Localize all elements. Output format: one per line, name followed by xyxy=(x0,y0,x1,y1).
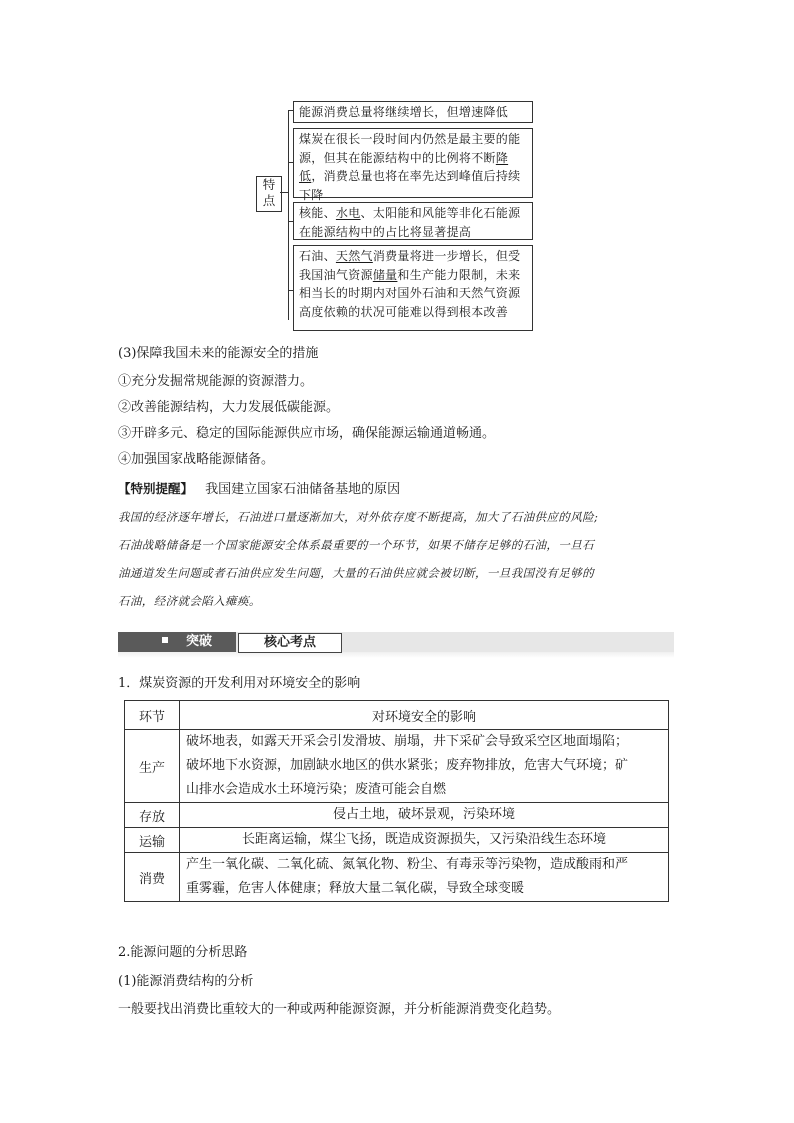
table-row xyxy=(125,828,669,853)
section2-subheading: (1)能源消费结构的分析 xyxy=(118,974,254,989)
table-row xyxy=(125,730,669,803)
feature-text: 消费量将进一步增长，但受我国油气资源 xyxy=(299,249,521,282)
measures-heading: (3)保障我国未来的能源安全的措施 xyxy=(118,346,319,361)
feature-text: 煤炭在很长一段时间内仍然是最主要的能源，但其在能源结构中的比例将不断 xyxy=(299,132,521,165)
keyword-underlined: 天然气 xyxy=(335,249,373,263)
section2-text: 一般要找出消费比重较大的一种或两种能源资源，并分析能源消费变化趋势。 xyxy=(118,1002,561,1017)
impact-cell xyxy=(180,730,669,803)
impact-line: 重雾霾，危害人体健康；释放大量二氧化碳，导致全球变暖 xyxy=(186,881,525,896)
impact-line: 山排水会造成水土环境污染；废渣可能会自燃 xyxy=(186,782,447,797)
bracket-stem xyxy=(280,192,288,193)
table-row xyxy=(125,853,669,902)
stage-cell: 消费 xyxy=(125,853,180,902)
table-row xyxy=(125,803,669,828)
stage-cell: 存放 xyxy=(125,803,180,828)
impact-line: 破坏地下水资源，加剧缺水地区的供水紧张；废弃物排放，危害大气环境；矿 xyxy=(186,758,629,773)
bracket-spine xyxy=(288,110,289,320)
banner-tag-text: 突破 xyxy=(186,634,213,649)
section2-title: 2.能源问题的分析思路 xyxy=(118,945,248,960)
measure-item: ②改善能源结构，大力发展低碳能源。 xyxy=(118,400,340,415)
tip-line: 石油战略储备是一个国家能源安全体系最重要的一个环节，如果不储存足够的石油，一旦石 xyxy=(118,538,594,552)
feature-text: ，消费总量也将在率先达到峰值后持续下降 xyxy=(299,169,521,202)
feature-box-1 xyxy=(293,101,533,123)
feature-text: 、太阳能和风能等非化石能源在能源结构中的占比将显著提高 xyxy=(299,206,521,239)
keyword-underlined: 储量 xyxy=(372,267,398,282)
feature-label-text: 特点 xyxy=(262,177,276,208)
banner-title: 核心考点 xyxy=(238,633,342,653)
feature-box-2 xyxy=(293,128,533,202)
tip-subtitle: 我国建立国家石油储备基地的原因 xyxy=(205,482,401,497)
feature-text: 核能、 xyxy=(299,206,336,220)
measure-item: ④加强国家战略能源储备。 xyxy=(118,452,275,467)
impact-cell: 侵占土地，破坏景观，污染环境 xyxy=(180,803,669,828)
section1-title: 1．煤炭资源的开发利用对环境安全的影响 xyxy=(118,676,361,691)
impact-line: 产生一氧化碳、二氧化硫、氮氧化物、粉尘、有毒汞等污染物，造成酸雨和严 xyxy=(186,857,629,872)
tip-line: 我国的经济逐年增长，石油进口量逐渐加大，对外依存度不断提高，加大了石油供应的风险; xyxy=(118,510,599,524)
feature-text: 能源消费总量将继续增长，但增速降低 xyxy=(299,105,509,119)
impact-cell: 长距离运输，煤尘飞扬，既造成资源损失，又污染沿线生态环境 xyxy=(180,828,669,853)
table-header: 环节 xyxy=(125,701,180,730)
table-header: 对环境安全的影响 xyxy=(180,701,669,730)
feature-box-3 xyxy=(293,202,533,240)
stage-cell: 运输 xyxy=(125,828,180,853)
banner-tag xyxy=(118,632,236,652)
impact-cell xyxy=(180,853,669,902)
square-icon xyxy=(162,637,168,643)
tip-line: 油通道发生问题或者石油供应发生问题，大量的石油供应就会被切断，一旦我国没有足够的 xyxy=(118,566,594,580)
feature-box-4 xyxy=(293,245,533,331)
feature-label xyxy=(256,176,282,212)
feature-text: 石油、 xyxy=(299,249,336,263)
section-banner-shadow xyxy=(118,652,674,658)
impact-table xyxy=(124,700,669,902)
keyword-underlined: 水电 xyxy=(335,206,361,220)
stage-cell: 生产 xyxy=(125,730,180,803)
measure-item: ①充分发掘常规能源的资源潜力。 xyxy=(118,374,314,389)
tip-header xyxy=(118,480,400,499)
tip-title: 【特别提醒】 xyxy=(118,481,194,496)
measure-item: ③开辟多元、稳定的国际能源供应市场，确保能源运输通道畅通。 xyxy=(118,426,496,441)
impact-line: 破坏地表，如露天开采会引发滑坡、崩塌，井下采矿会导致采空区地面塌陷； xyxy=(186,734,629,749)
keyword-underlined: 降低 xyxy=(299,150,509,183)
feature-text: 和生产能力限制，未来相当长的时期内对国外石油和天然气资源高度依赖的状况可能难以得到根本改善 xyxy=(299,267,521,319)
table-header-row xyxy=(125,701,669,730)
tip-line: 石油，经济就会陷入瘫痪。 xyxy=(118,594,261,608)
